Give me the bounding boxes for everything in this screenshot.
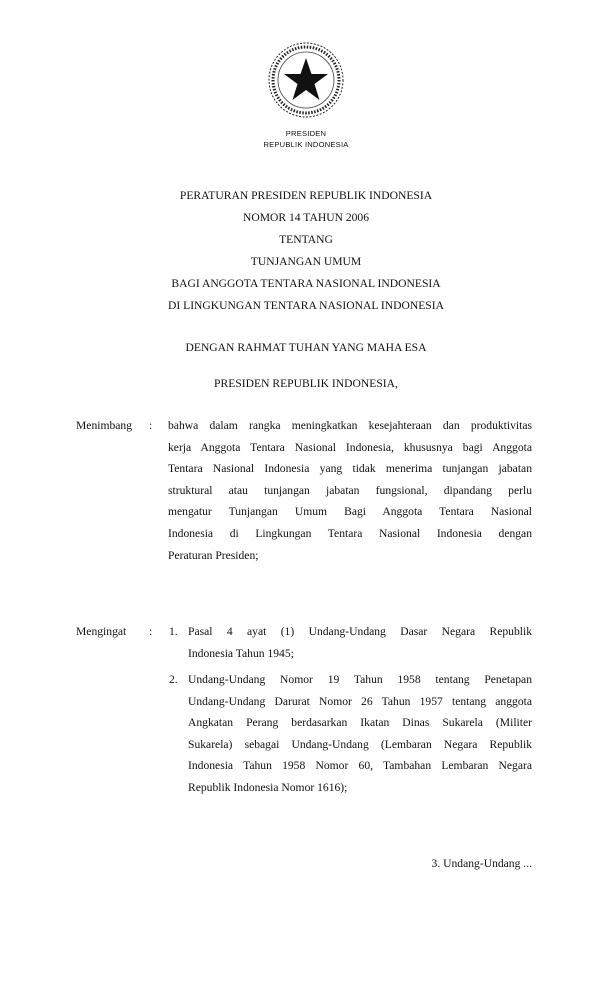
letterhead-presiden: PRESIDEN <box>285 129 327 138</box>
list-item-number: 2. <box>169 673 178 686</box>
menimbang-line: kerja Anggota Tentara Nasional Indonesia, khususnya bagi Anggota <box>168 440 532 454</box>
list-item-line: Undang-Undang Darurat Nomor 26 Tahun 1957 tentang anggota <box>188 694 532 708</box>
list-item-line: Indonesia Tahun 1945; <box>188 646 294 660</box>
title-line: TENTANG <box>279 233 333 246</box>
letterhead-republik: REPUBLIK INDONESIA <box>263 140 349 149</box>
title-line: PERATURAN PRESIDEN REPUBLIK INDONESIA <box>179 189 433 202</box>
list-item-line: Pasal 4 ayat (1) Undang-Undang Dasar Negara Republik <box>188 625 532 638</box>
authority: PRESIDEN REPUBLIK INDONESIA, <box>214 377 398 390</box>
list-item-line: Republik Indonesia Nomor 1616); <box>188 781 348 794</box>
list-item-line: Indonesia Tahun 1958 Nomor 60, Tambahan Lembaran Negara <box>188 759 532 773</box>
mengingat-colon: : <box>149 625 153 638</box>
title-line: TUNJANGAN UMUM <box>250 255 362 268</box>
menimbang-line: bahwa dalam rangka meningkatkan kesejahteraan dan produktivitas <box>168 419 532 432</box>
mengingat-label: Mengingat <box>76 625 127 638</box>
garuda-emblem-icon <box>266 40 346 120</box>
menimbang-line: mengatur Tunjangan Umum Bagi Anggota Tentara Nasional <box>168 505 532 519</box>
menimbang-colon: : <box>149 419 153 432</box>
list-item-number: 1. <box>169 625 178 638</box>
title-line: BAGI ANGGOTA TENTARA NASIONAL INDONESIA <box>171 277 441 290</box>
list-item-line: Sukarela) sebagai Undang-Undang (Lembaran Negara Republik <box>188 737 532 751</box>
menimbang-label: Menimbang <box>76 419 133 432</box>
title-line: NOMOR 14 TAHUN 2006 <box>242 211 370 224</box>
menimbang-line: Indonesia di Lingkungan Tentara Nasional Indonesia dengan <box>168 527 532 540</box>
menimbang-line: Tentara Nasional Indonesia yang tidak menerima tunjangan jabatan <box>168 462 532 476</box>
invocation: DENGAN RAHMAT TUHAN YANG MAHA ESA <box>185 341 427 354</box>
menimbang-line: struktural atau tunjangan jabatan fungsional, dipandang perlu <box>168 483 532 497</box>
menimbang-line: Peraturan Presiden; <box>168 548 259 562</box>
list-item-line: Undang-Undang Nomor 19 Tahun 1958 tentang Penetapan <box>188 673 532 686</box>
list-item-line: Angkatan Perang berdasarkan Ikatan Dinas Sukarela (Militer <box>188 716 532 730</box>
continuation-catchword: 3. Undang-Undang ... <box>431 857 532 870</box>
title-line: DI LINGKUNGAN TENTARA NASIONAL INDONESIA <box>167 299 444 312</box>
